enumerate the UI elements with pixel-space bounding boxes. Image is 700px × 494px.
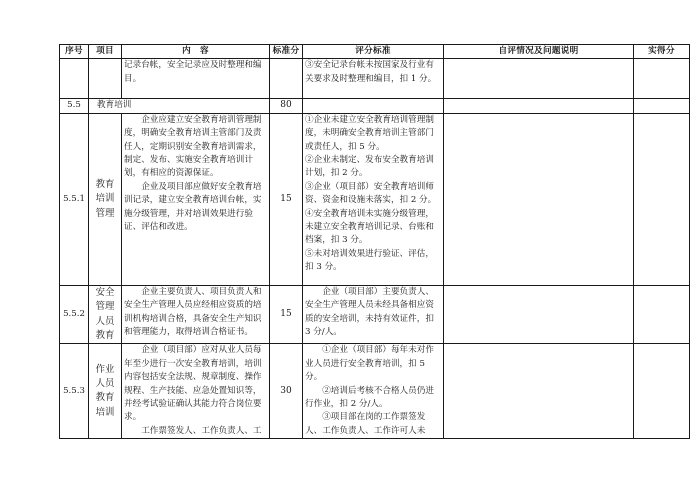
document-page <box>59 44 690 439</box>
table-row <box>60 59 690 99</box>
section-row <box>60 99 690 113</box>
cell-score: 30 <box>270 344 303 439</box>
section-score: 80 <box>270 99 303 113</box>
criteria-item: ①企业未建立安全教育培训管理制度，未明确安全教育培训主管部门或责任人，扣 5 分。 <box>305 114 434 152</box>
cell-content <box>122 113 270 285</box>
cell-seq: 5.5.3 <box>60 344 89 439</box>
cell-score <box>270 59 303 99</box>
cell-content: 记录台帐，安全记录应及时整理和编目。 <box>122 59 270 99</box>
cell-actual-score[interactable] <box>634 344 690 439</box>
cell-self-eval[interactable] <box>444 113 634 285</box>
table-row <box>60 113 690 285</box>
cell-item: 教育培训管理 <box>89 113 122 285</box>
evaluation-table <box>59 44 690 439</box>
cell-self-eval[interactable] <box>444 285 634 344</box>
cell-actual-score[interactable] <box>634 285 690 344</box>
cell-actual-score[interactable] <box>634 59 690 99</box>
cell-item: 安全管理人员教育 <box>89 285 122 344</box>
cell-seq: 5.5.1 <box>60 113 89 285</box>
criteria-item: ②培训后考核不合格人员仍进行作业，扣 2 分/人。 <box>305 385 434 410</box>
table-row <box>60 285 690 344</box>
criteria-item: ①企业（项目部）每年未对作业人员进行安全教育培训，扣 5 分。 <box>305 345 434 383</box>
section-actual-score[interactable] <box>634 99 690 113</box>
header-seq: 序号 <box>60 45 89 59</box>
content-paragraph: 企业（项目部）应对从业人员每年至少进行一次安全教育培训，培训内容包括安全法规、规章制度、操作规程、生产技能、应急处置知识等，并经考试验证确认其能力符合岗位要求。 <box>124 345 262 423</box>
content-paragraph: 企业主要负责人、项目负责人和安全生产管理人员应经相应资质的培训机构培训合格，具备安全生产知识和管理能力，取得培训合格证书。 <box>124 286 262 338</box>
cell-item <box>89 59 122 99</box>
criteria-item: ③项目部在岗的工作票签发人、工作负责人、工作许可人未 <box>305 412 426 436</box>
cell-self-eval[interactable] <box>444 59 634 99</box>
cell-seq <box>60 59 89 99</box>
header-content: 内 容 <box>122 45 270 59</box>
section-criteria <box>303 99 444 113</box>
content-paragraph: 工作票签发人、工作负责人、工 <box>141 425 262 436</box>
criteria-item: ④安全教育培训未实施分级管理，未建立安全教育培训记录、台账和档案，扣 3 分。 <box>305 208 434 246</box>
criteria-item: ③企业（项目部）安全教育培训师资、资金和设施未落实，扣 2 分。 <box>305 181 437 206</box>
cell-score: 15 <box>270 285 303 344</box>
cell-content <box>122 285 270 344</box>
cell-score: 15 <box>270 113 303 285</box>
cell-item: 作业人员教育培训 <box>89 344 122 439</box>
section-seq: 5.5 <box>60 99 89 113</box>
header-std-score: 标准分 <box>270 45 303 59</box>
section-title: 教育培训 <box>89 99 270 113</box>
header-actual-score: 实得分 <box>634 45 690 59</box>
cell-content <box>122 344 270 439</box>
header-item: 项目 <box>89 45 122 59</box>
header-self-eval: 自评情况及问题说明 <box>444 45 634 59</box>
header-row <box>60 45 690 59</box>
content-paragraph: 企业应建立安全教育培训管理制度，明确安全教育培训主管部门及责任人，定期识别安全教育培训需求，制定、发布、实施安全教育培训计划，有相应的资源保证。 <box>124 114 262 179</box>
cell-criteria <box>303 113 444 285</box>
cell-actual-score[interactable] <box>634 113 690 285</box>
cell-criteria: ③安全记录台帐未按国家及行业有关要求及时整理和编目，扣 1 分。 <box>303 59 444 99</box>
cell-criteria <box>303 285 444 344</box>
criteria-item: ⑤未对培训效果进行验证、评估，扣 3 分。 <box>305 248 434 273</box>
cell-self-eval[interactable] <box>444 344 634 439</box>
table-row <box>60 344 690 439</box>
criteria-item: ②企业未制定、发布安全教育培训计划，扣 2 分。 <box>305 155 434 179</box>
section-self-eval[interactable] <box>444 99 634 113</box>
header-criteria: 评分标准 <box>303 45 444 59</box>
criteria-item: 企业（项目部）主要负责人、安全生产管理人员未经具备相应资质的安全培训，未持有效证件，扣 3 分/人。 <box>305 286 434 338</box>
content-paragraph: 企业及项目部应做好安全教育培训记录，建立安全教育培训台帐，实施分级管理，并对培训效果进行验证、评估和改进。 <box>124 181 262 233</box>
cell-seq: 5.5.2 <box>60 285 89 344</box>
cell-criteria <box>303 344 444 439</box>
